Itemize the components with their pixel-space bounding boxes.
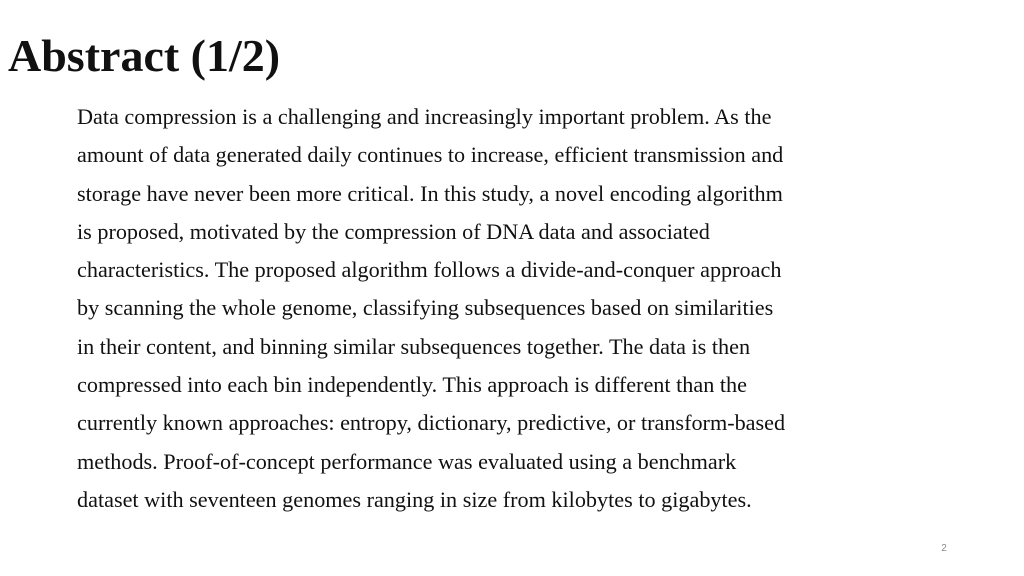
abstract-line: in their content, and binning similar subsequences together. The data is then: [77, 333, 751, 359]
abstract-line: compressed into each bin independently. This approach is different than the: [77, 372, 747, 398]
abstract-line: Data compression is a challenging and increasingly important problem. As the: [77, 104, 772, 129]
abstract-line: dataset with seventeen genomes ranging in size from kilobytes to gigabytes.: [77, 486, 752, 512]
abstract-line: is proposed, motivated by the compression of DNA data and associated: [77, 218, 710, 244]
abstract-line: by scanning the whole genome, classifying subsequences based on similarities: [77, 295, 774, 321]
abstract-text: [77, 98, 917, 519]
abstract-line: amount of data generated daily continues to increase, efficient transmission and: [77, 142, 784, 168]
slide-title: Abstract (1/2): [8, 30, 281, 81]
page-number: 2: [941, 543, 947, 554]
abstract-line: currently known approaches: entropy, dictionary, predictive, or transform-based: [77, 410, 786, 436]
abstract-line: methods. Proof-of-concept performance was evaluated using a benchmark: [77, 448, 737, 474]
abstract-line: characteristics. The proposed algorithm follows a divide-and-conquer approach: [77, 257, 782, 283]
abstract-line: storage have never been more critical. In this study, a novel encoding algorithm: [77, 180, 783, 206]
